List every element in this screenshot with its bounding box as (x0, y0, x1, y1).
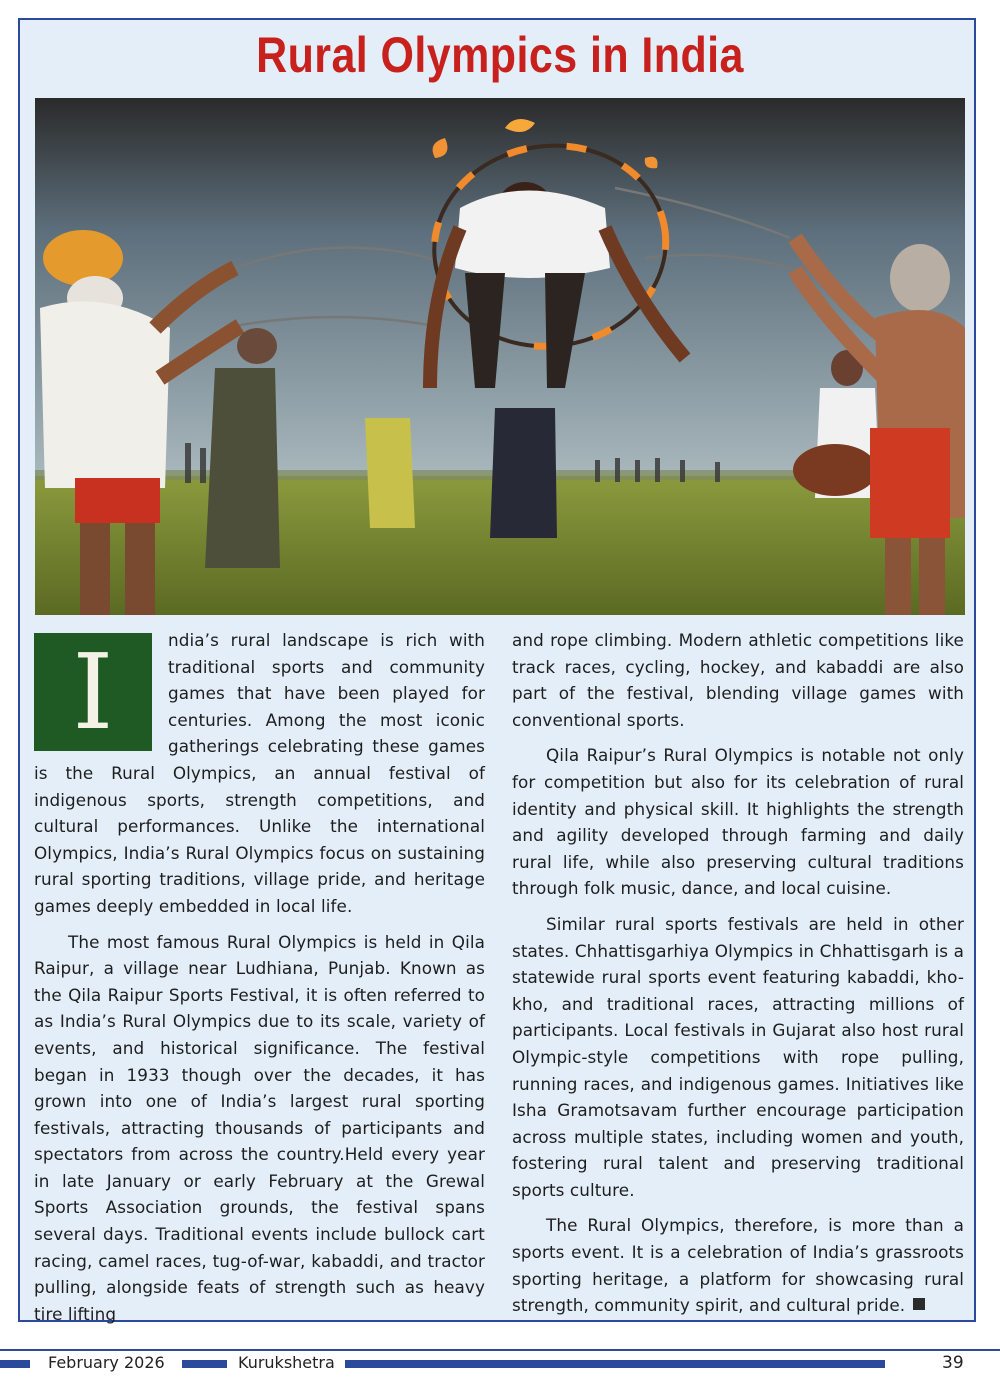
footer-bar (0, 1360, 30, 1368)
paragraph-intro: I ndia’s rural landscape is rich with traditional sports and community games that have been played for centuries. Among the most iconic gatherings celebrating these games is the Rural Olympics, an annual festival of indigenous sports, strength competitions, and cultural performances. Unlike the international Olympics, India’s Rural Olympics focus on sustaining rural sporting traditions, village pride, and heritage games deeply embedded in local life. (34, 630, 485, 916)
page-footer (0, 1345, 1000, 1385)
footer-bar (345, 1360, 885, 1368)
right-column (512, 627, 964, 1319)
paragraph-qila-raipur: The most famous Rural Olympics is held in Qila Raipur, a village near Ludhiana, Punjab. Known as the Qila Raipur Sports Festival, it is often referred to as India’s Rural Olympics due to its scale, variety of events, and historical significance. The festival began in 1933 though over the decades, it has grown into one of India’s largest rural sporting festivals, attracting thousands of participants and spectators from across the country.Held every year in late January or early February at the Grewal Sports Association grounds, the festival spans several days. Traditional events include bullock cart racing, camel races, tug-of-war, kabaddi, and tractor pulling, alongside feats of strength such as heavy tire lifting (34, 931, 485, 1324)
fire-ring-jump-photo (35, 98, 965, 615)
magazine-name: Kurukshetra (238, 1353, 335, 1372)
article-photo (35, 98, 965, 615)
dhol-drum (793, 444, 877, 496)
left-man-shirt (40, 301, 170, 488)
paragraph-conclusion: The Rural Olympics, therefore, is more than a sports event. It is a celebration of India’s grassroots sporting heritage, a platform for showcasing rural strength, community spirit, and cultural pride. (512, 1215, 964, 1316)
jumper-shirt (455, 191, 610, 279)
end-mark-icon (913, 1298, 925, 1310)
paragraph-continued: and rope climbing. Modern athletic competitions like track races, cycling, hockey, and kabaddi are also part of the festival, blending village games with conventional sports. (512, 630, 964, 730)
paragraph-other-states: Similar rural sports festivals are held in other states. Chhattisgarhiya Olympics in Chhattisgarh is a statewide rural sports event featuring kabaddi, kho-kho, and traditional races, attracting millions of participants. Local festivals in Gujarat also host rural Olympic-style competitions with rope pulling, running races, and indigenous games. Initiatives like Isha Gramotsavam further encourage participation across multiple states, including women and youth, fostering rural talent and preserving traditional sports culture. (512, 913, 964, 1200)
footer-bar (182, 1360, 227, 1368)
drop-cap: I (34, 633, 152, 751)
page-number: 39 (942, 1353, 964, 1373)
left-column (34, 627, 485, 1327)
paragraph-identity: Qila Raipur’s Rural Olympics is notable not only for competition but also for its celebration of rural identity and physical skill. It highlights the strength and agility developed through farming and daily rural life, while also preserving cultural traditions through folk music, dance, and local cuisine. (512, 745, 964, 899)
turban (43, 230, 123, 286)
article-title: Rural Olympics in India (256, 27, 744, 83)
footer-rule (0, 1349, 1000, 1351)
issue-date: February 2026 (48, 1353, 165, 1372)
